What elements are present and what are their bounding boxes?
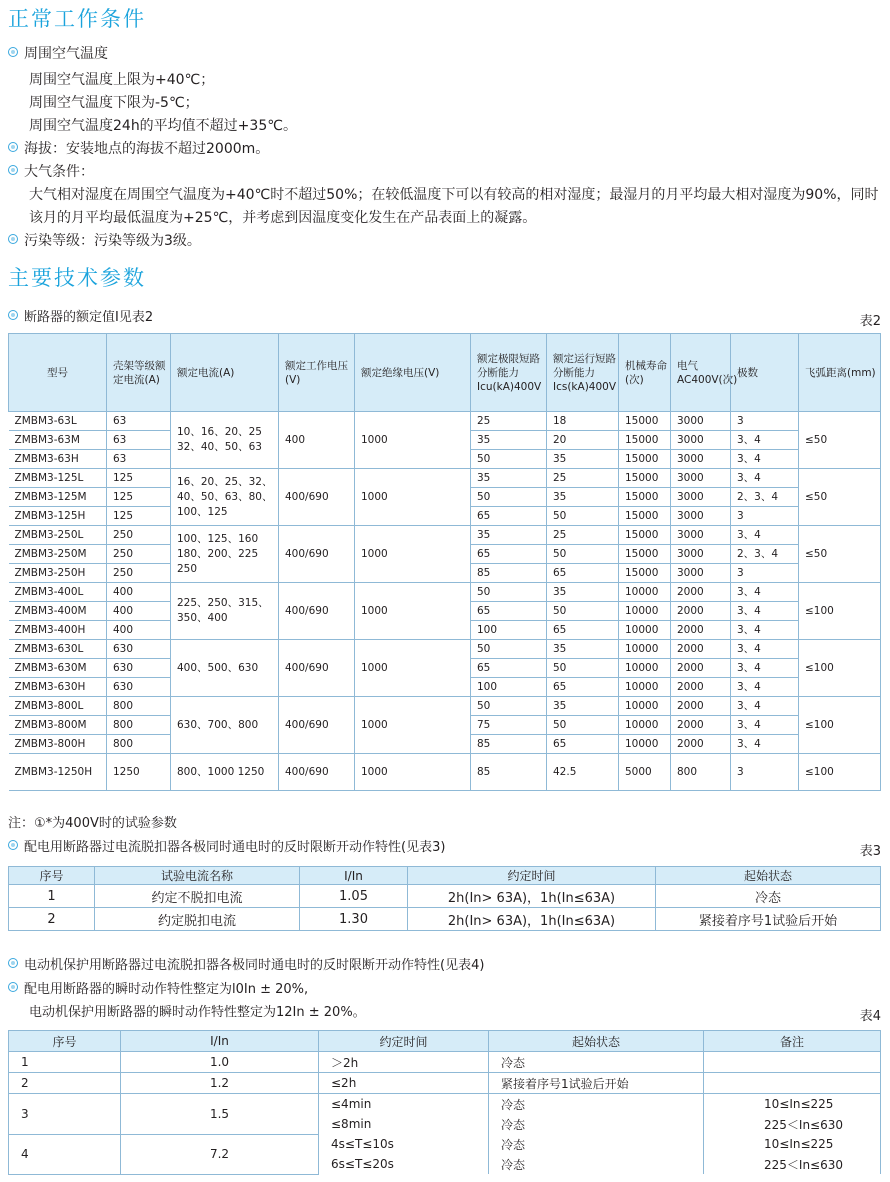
value-cell: 3、4: [731, 716, 799, 735]
model-cell: ZMBM3-63H: [9, 450, 107, 469]
motor-line3: 电动机保护用断路器的瞬时动作特性整定为12In ± 20%。: [29, 1005, 366, 1020]
value-cell: 65: [547, 735, 619, 754]
value-cell: 800: [671, 754, 731, 791]
value-cell: 35: [547, 450, 619, 469]
rated-current-cell: 800、1000 1250: [171, 754, 279, 791]
rated-current-cell: 100、125、160 180、200、225 250: [171, 526, 279, 583]
value-cell: 2000: [671, 602, 731, 621]
circle-bullet-icon: [8, 142, 18, 152]
table4-cell: ≤4min: [319, 1094, 489, 1115]
table3-caption-text: 配电用断路器过电流脱扣器各极同时通电时的反时限断开动作特性(见表3): [24, 840, 446, 855]
table4-header-cell: 起始状态: [489, 1031, 704, 1052]
frame-current-cell: 250: [107, 564, 171, 583]
insulation-cell: 1000: [355, 640, 471, 697]
model-cell: ZMBM3-125H: [9, 507, 107, 526]
frame-current-cell: 125: [107, 469, 171, 488]
table-row: [9, 583, 881, 602]
section-title-tech-params: 主要技术参数: [8, 266, 146, 290]
atmosphere-text: 大气相对湿度在周围空气温度为+40℃时不超过50%；在较低温度下可以有较高的相对湿度；最湿月的月平均最大相对湿度为90%，同时该月的月平均最低温度为+25℃，并考虑到因温度变化发生在产品表面上的凝露。: [29, 187, 879, 226]
value-cell: 3000: [671, 488, 731, 507]
value-cell: 65: [547, 621, 619, 640]
atmosphere-heading: [8, 162, 94, 182]
value-cell: 15000: [619, 507, 671, 526]
table3-caption: [8, 838, 445, 858]
table4-cell: 1.5: [121, 1094, 319, 1135]
table-row: [9, 754, 881, 791]
value-cell: 2000: [671, 678, 731, 697]
model-cell: ZMBM3-250L: [9, 526, 107, 545]
value-cell: 50: [547, 659, 619, 678]
frame-current-cell: 1250: [107, 754, 171, 791]
value-cell: 3、4: [731, 526, 799, 545]
value-cell: 10000: [619, 697, 671, 716]
table3-header-cell: I/In: [300, 867, 408, 885]
value-cell: 3、4: [731, 583, 799, 602]
value-cell: 50: [547, 602, 619, 621]
model-cell: ZMBM3-400H: [9, 621, 107, 640]
value-cell: 15000: [619, 431, 671, 450]
value-cell: 3、4: [731, 735, 799, 754]
frame-current-cell: 250: [107, 545, 171, 564]
value-cell: 3000: [671, 431, 731, 450]
value-cell: 42.5: [547, 754, 619, 791]
table-row: [9, 697, 881, 716]
value-cell: 2、3、4: [731, 488, 799, 507]
table4-cell: ≤8min: [319, 1114, 489, 1134]
rated-current-cell: 225、250、315、350、400: [171, 583, 279, 640]
table4-cell: 冷态: [489, 1134, 704, 1154]
altitude: [8, 139, 269, 159]
value-cell: 3、4: [731, 640, 799, 659]
value-cell: 15000: [619, 545, 671, 564]
value-cell: 85: [471, 735, 547, 754]
value-cell: 3、4: [731, 621, 799, 640]
insulation-cell: 1000: [355, 583, 471, 640]
value-cell: 3000: [671, 507, 731, 526]
table3: [8, 866, 881, 931]
frame-current-cell: 630: [107, 678, 171, 697]
value-cell: 3000: [671, 469, 731, 488]
value-cell: 10000: [619, 735, 671, 754]
table4-cell: 4s≤T≤10s: [319, 1134, 489, 1154]
table4-cell: [704, 1052, 881, 1073]
value-cell: 50: [547, 545, 619, 564]
model-cell: ZMBM3-630H: [9, 678, 107, 697]
value-cell: 15000: [619, 450, 671, 469]
table3-cell: 1.05: [300, 885, 408, 908]
value-cell: 2000: [671, 640, 731, 659]
table-row: [9, 640, 881, 659]
value-cell: 10000: [619, 659, 671, 678]
ambient-upper: 周围空气温度上限为+40℃；: [29, 72, 215, 88]
value-cell: 25: [547, 469, 619, 488]
value-cell: 100: [471, 621, 547, 640]
table4-cell: 3: [9, 1094, 121, 1135]
value-cell: 65: [471, 659, 547, 678]
value-cell: 18: [547, 412, 619, 431]
table2-caption-text: 断路器的额定值I见表2: [24, 310, 154, 325]
table4-header-cell: 备注: [704, 1031, 881, 1052]
value-cell: 10000: [619, 716, 671, 735]
frame-current-cell: 400: [107, 602, 171, 621]
table-row: [9, 1052, 881, 1073]
value-cell: 2000: [671, 621, 731, 640]
value-cell: 50: [471, 488, 547, 507]
value-cell: 35: [547, 640, 619, 659]
table3-header-cell: 序号: [9, 867, 95, 885]
value-cell: 3: [731, 564, 799, 583]
ambient-heading: [8, 44, 108, 64]
table4-header-cell: 约定时间: [319, 1031, 489, 1052]
value-cell: 10000: [619, 621, 671, 640]
table4-cell: ≤2h: [319, 1073, 489, 1094]
insulation-cell: 1000: [355, 469, 471, 526]
voltage-cell: 400/690: [279, 640, 355, 697]
model-cell: ZMBM3-400M: [9, 602, 107, 621]
value-cell: 35: [471, 431, 547, 450]
value-cell: 15000: [619, 526, 671, 545]
table2-header-cell: 电气AC400V(次): [671, 334, 731, 412]
table2-label: 表2: [859, 314, 881, 329]
value-cell: 65: [547, 678, 619, 697]
motor-line1: [8, 956, 484, 976]
value-cell: 3: [731, 754, 799, 791]
value-cell: 65: [547, 564, 619, 583]
table-row: [9, 885, 881, 908]
value-cell: 65: [471, 602, 547, 621]
frame-current-cell: 125: [107, 507, 171, 526]
value-cell: 3000: [671, 545, 731, 564]
value-cell: 50: [471, 583, 547, 602]
frame-current-cell: 630: [107, 640, 171, 659]
value-cell: 35: [471, 526, 547, 545]
table2-header-cell: 额定极限短路分断能力Icu(kA)400V: [471, 334, 547, 412]
model-cell: ZMBM3-250H: [9, 564, 107, 583]
value-cell: 3、4: [731, 659, 799, 678]
pollution: [8, 231, 201, 251]
model-cell: ZMBM3-800H: [9, 735, 107, 754]
model-cell: ZMBM3-630L: [9, 640, 107, 659]
footnote: 注：①*为400V时的试验参数: [8, 816, 177, 831]
table4-cell: 冷态: [489, 1052, 704, 1073]
pollution-text: 污染等级：污染等级为3级。: [24, 233, 201, 249]
table3-cell: 1: [9, 885, 95, 908]
voltage-cell: 400/690: [279, 697, 355, 754]
table4-header-cell: I/In: [121, 1031, 319, 1052]
table2-header-cell: 极数: [731, 334, 799, 412]
value-cell: 3、4: [731, 450, 799, 469]
table4-cell: 冷态: [489, 1094, 704, 1115]
table4-cell: 4: [9, 1134, 121, 1174]
arc-distance-cell: ≤50: [799, 526, 881, 583]
table3-cell: 1.30: [300, 908, 408, 931]
table3-header-cell: 起始状态: [656, 867, 881, 885]
frame-current-cell: 125: [107, 488, 171, 507]
value-cell: 15000: [619, 564, 671, 583]
table3-cell: 紧接着序号1试验后开始: [656, 908, 881, 931]
arc-distance-cell: ≤50: [799, 469, 881, 526]
value-cell: 3: [731, 507, 799, 526]
value-cell: 2000: [671, 583, 731, 602]
value-cell: 10000: [619, 640, 671, 659]
frame-current-cell: 400: [107, 621, 171, 640]
rated-current-cell: 16、20、25、32、40、50、63、80、100、125: [171, 469, 279, 526]
value-cell: 3、4: [731, 431, 799, 450]
value-cell: 3、4: [731, 697, 799, 716]
table4-cell: [704, 1073, 881, 1094]
circle-bullet-icon: [8, 982, 18, 992]
ambient-lower: 周围空气温度下限为-5℃；: [29, 95, 199, 111]
table3-label: 表3: [859, 844, 881, 859]
value-cell: 2、3、4: [731, 545, 799, 564]
table2-header-cell: 额定运行短路分断能力Ics(kA)400V: [547, 334, 619, 412]
table-row: [9, 412, 881, 431]
table4-cell: 1.2: [121, 1073, 319, 1094]
table3-cell: 2h(In> 63A)，1h(In≤63A): [408, 885, 656, 908]
model-cell: ZMBM3-250M: [9, 545, 107, 564]
value-cell: 65: [471, 507, 547, 526]
model-cell: ZMBM3-800M: [9, 716, 107, 735]
arc-distance-cell: ≤100: [799, 697, 881, 754]
circle-bullet-icon: [8, 47, 18, 57]
value-cell: 2000: [671, 716, 731, 735]
frame-current-cell: 630: [107, 659, 171, 678]
table4-header-cell: 序号: [9, 1031, 121, 1052]
value-cell: 3000: [671, 564, 731, 583]
value-cell: 2000: [671, 735, 731, 754]
value-cell: 25: [471, 412, 547, 431]
value-cell: 35: [547, 583, 619, 602]
table3-cell: 2: [9, 908, 95, 931]
table4-cell: 1: [9, 1052, 121, 1073]
arc-distance-cell: ≤100: [799, 583, 881, 640]
table2-header-cell: 额定电流(A): [171, 334, 279, 412]
circle-bullet-icon: [8, 840, 18, 850]
motor-line1-text: 电动机保护用断路器过电流脱扣器各极同时通电时的反时限断开动作特性(见表4): [24, 958, 485, 973]
insulation-cell: 1000: [355, 697, 471, 754]
value-cell: 15000: [619, 488, 671, 507]
frame-current-cell: 800: [107, 735, 171, 754]
table3-header-cell: 约定时间: [408, 867, 656, 885]
ambient-heading-text: 周围空气温度: [24, 46, 108, 62]
table2-header-cell: 额定绝缘电压(V): [355, 334, 471, 412]
table4-cell: 冷态: [489, 1154, 704, 1174]
value-cell: 75: [471, 716, 547, 735]
value-cell: 50: [547, 716, 619, 735]
value-cell: 10000: [619, 583, 671, 602]
table4-cell: 紧接着序号1试验后开始: [489, 1073, 704, 1094]
arc-distance-cell: ≤50: [799, 412, 881, 469]
table4: [8, 1030, 881, 1175]
value-cell: 5000: [619, 754, 671, 791]
frame-current-cell: 63: [107, 412, 171, 431]
value-cell: 35: [471, 469, 547, 488]
ambient-avg: 周围空气温度24h的平均值不超过+35℃。: [29, 118, 297, 134]
table3-cell: 冷态: [656, 885, 881, 908]
table4-cell: 10≤In≤225: [704, 1094, 881, 1115]
table-row: [9, 908, 881, 931]
value-cell: 3: [731, 412, 799, 431]
circle-bullet-icon: [8, 234, 18, 244]
value-cell: 50: [547, 507, 619, 526]
value-cell: 15000: [619, 412, 671, 431]
value-cell: 3、4: [731, 469, 799, 488]
table3-header-cell: 试验电流名称: [95, 867, 300, 885]
value-cell: 3000: [671, 450, 731, 469]
table2-caption: [8, 308, 153, 328]
frame-current-cell: 250: [107, 526, 171, 545]
frame-current-cell: 400: [107, 583, 171, 602]
table4-cell: 225＜In≤630: [704, 1154, 881, 1174]
value-cell: 2000: [671, 697, 731, 716]
value-cell: 65: [471, 545, 547, 564]
table4-cell: 1.0: [121, 1052, 319, 1073]
table-row: [9, 1094, 881, 1115]
table-row: [9, 526, 881, 545]
value-cell: 20: [547, 431, 619, 450]
table2-header-cell: 机械寿命(次): [619, 334, 671, 412]
insulation-cell: 1000: [355, 754, 471, 791]
value-cell: 3000: [671, 526, 731, 545]
frame-current-cell: 63: [107, 450, 171, 469]
value-cell: 50: [471, 697, 547, 716]
table3-cell: 约定不脱扣电流: [95, 885, 300, 908]
frame-current-cell: 800: [107, 716, 171, 735]
value-cell: 15000: [619, 469, 671, 488]
value-cell: 10000: [619, 602, 671, 621]
table4-cell: 7.2: [121, 1134, 319, 1174]
atmosphere-heading-text: 大气条件：: [24, 164, 94, 180]
rated-current-cell: 630、700、800: [171, 697, 279, 754]
frame-current-cell: 63: [107, 431, 171, 450]
table3-cell: 约定脱扣电流: [95, 908, 300, 931]
insulation-cell: 1000: [355, 412, 471, 469]
voltage-cell: 400/690: [279, 526, 355, 583]
voltage-cell: 400/690: [279, 583, 355, 640]
model-cell: ZMBM3-125M: [9, 488, 107, 507]
table4-cell: ＞2h: [319, 1052, 489, 1073]
voltage-cell: 400/690: [279, 469, 355, 526]
value-cell: 10000: [619, 678, 671, 697]
model-cell: ZMBM3-63M: [9, 431, 107, 450]
table3-cell: 2h(In> 63A)，1h(In≤63A): [408, 908, 656, 931]
table2-header-cell: 飞弧距离(mm): [799, 334, 881, 412]
circle-bullet-icon: [8, 165, 18, 175]
table4-cell: 2: [9, 1073, 121, 1094]
model-cell: ZMBM3-125L: [9, 469, 107, 488]
value-cell: 2000: [671, 659, 731, 678]
model-cell: ZMBM3-63L: [9, 412, 107, 431]
altitude-text: 海拔：安装地点的海拔不超过2000m。: [24, 141, 270, 157]
motor-line2-text: 配电用断路器的瞬时动作特性整定为l0In ± 20%,: [24, 982, 309, 997]
table4-label: 表4: [859, 1009, 881, 1024]
circle-bullet-icon: [8, 958, 18, 968]
table-row: [9, 1134, 881, 1154]
frame-current-cell: 800: [107, 697, 171, 716]
table2-header-cell: 型号: [9, 334, 107, 412]
table4-cell: 冷态: [489, 1114, 704, 1134]
motor-line2: [8, 980, 308, 1000]
voltage-cell: 400: [279, 412, 355, 469]
value-cell: 35: [547, 697, 619, 716]
value-cell: 85: [471, 754, 547, 791]
arc-distance-cell: ≤100: [799, 754, 881, 791]
value-cell: 50: [471, 450, 547, 469]
table2-header-cell: 壳架等级额定电流(A): [107, 334, 171, 412]
rated-current-cell: 10、16、20、25 32、40、50、63: [171, 412, 279, 469]
table2-header-cell: 额定工作电压(V): [279, 334, 355, 412]
value-cell: 100: [471, 678, 547, 697]
value-cell: 3000: [671, 412, 731, 431]
rated-current-cell: 400、500、630: [171, 640, 279, 697]
ratings-table: [8, 333, 881, 791]
model-cell: ZMBM3-630M: [9, 659, 107, 678]
value-cell: 50: [471, 640, 547, 659]
model-cell: ZMBM3-800L: [9, 697, 107, 716]
table4-cell: 10≤In≤225: [704, 1134, 881, 1154]
insulation-cell: 1000: [355, 526, 471, 583]
value-cell: 3、4: [731, 678, 799, 697]
circle-bullet-icon: [8, 310, 18, 320]
value-cell: 3、4: [731, 602, 799, 621]
value-cell: 35: [547, 488, 619, 507]
model-cell: ZMBM3-400L: [9, 583, 107, 602]
table4-cell: 225＜In≤630: [704, 1114, 881, 1134]
section-title-normal-conditions: 正常工作条件: [8, 7, 146, 31]
value-cell: 25: [547, 526, 619, 545]
model-cell: ZMBM3-1250H: [9, 754, 107, 791]
table-row: [9, 1073, 881, 1094]
table-row: [9, 469, 881, 488]
value-cell: 85: [471, 564, 547, 583]
table4-cell: 6s≤T≤20s: [319, 1154, 489, 1174]
arc-distance-cell: ≤100: [799, 640, 881, 697]
voltage-cell: 400/690: [279, 754, 355, 791]
